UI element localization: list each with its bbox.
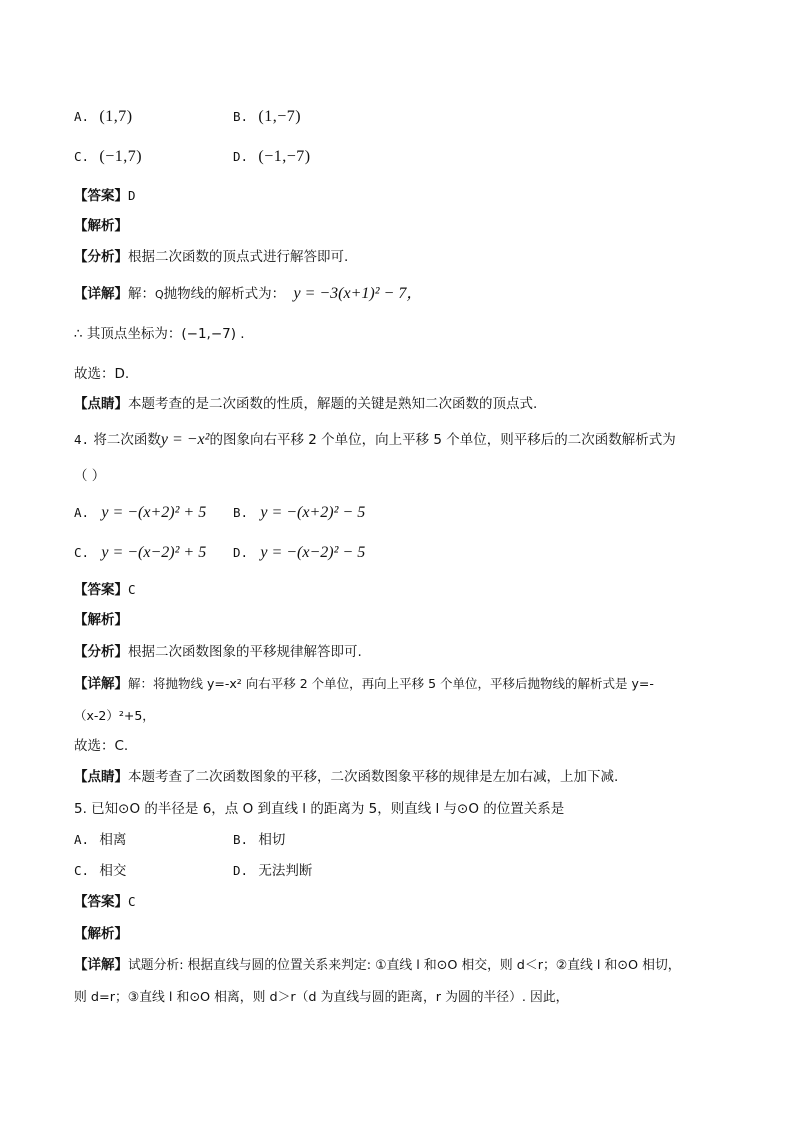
q5-option-b [233,829,285,851]
detail-formula: y = −3(x+1)² − 7， [293,285,423,302]
fenxi-tag: 【分析】 [74,249,128,265]
q4-option-a [74,502,206,524]
option-letter: B. [233,109,249,124]
q4-option-d [233,542,365,564]
q4-choose [74,736,128,756]
q5-option-d [233,860,312,882]
question-number: 4. [74,432,90,447]
stem-text: 5. 已知⊙O 的半径是 6，点 O 到直线 l 的距离为 5，则直线 l 与⊙O 的位置关系是 [74,801,565,817]
answer-tag: 【答案】 [74,188,128,204]
option-letter: A. [74,505,90,520]
q5-detail-line2 [74,987,568,1008]
option-letter: D. [233,149,249,164]
q3-fenxi [74,247,348,267]
q4-fenxi [74,642,362,662]
q3-therefore [74,324,245,344]
q4-option-b [233,502,365,524]
q3-choose [74,364,129,384]
q5-answer [74,892,136,912]
q3-comment [74,394,537,414]
detail-text: 则 d=r；③直线 l 和⊙O 相离，则 d＞r（d 为直线与圆的距离，r 为圆的半径）. 因此， [74,990,569,1005]
comment-tag: 【点睛】 [74,769,128,785]
answer-value: C [128,894,136,909]
answer-value: C [128,582,136,597]
q4-stem [74,430,676,450]
option-text: (1,7) [99,108,133,125]
fenxi-tag: 【分析】 [74,644,128,660]
q4-answer [74,580,136,600]
option-text: y = −(x+2)² − 5 [260,504,366,521]
detail-prefix: 解： [128,286,155,302]
q5-detail-line1 [74,955,681,976]
comment-text: 本题考查了二次函数图象的平移，二次函数图象平移的规律是左加右减，上加下减. [128,769,619,785]
option-text: (−1,7) [99,148,143,165]
option-text: 相离 [99,832,127,848]
option-letter: D. [233,545,249,560]
analysis-tag: 【解析】 [74,612,128,628]
stem-text: 将二次函数 [93,432,161,448]
detail-tag: 【详解】 [74,957,128,973]
q5-option-a [74,829,126,851]
option-text: (1,−7) [258,108,302,125]
fenxi-text: 根据二次函数图象的平移规律解答即可. [128,644,362,660]
option-letter: C. [74,863,90,878]
q4-comment [74,767,618,787]
q4-detail-line1 [74,674,654,694]
option-text: (−1,−7) [258,148,311,165]
comment-tag: 【点睛】 [74,396,128,412]
answer-value: D [128,188,136,203]
option-letter: C. [74,545,90,560]
q3-detail [74,284,422,305]
option-letter: B. [233,832,249,847]
because-symbol: Q [155,288,164,301]
option-text: 相交 [99,863,127,879]
q5-analysis-heading [74,924,128,944]
q4-paren [74,466,105,486]
q3-option-b [233,106,301,128]
q4-analysis-heading [74,610,128,630]
analysis-tag: 【解析】 [74,218,128,234]
option-text: 相切 [258,832,286,848]
q3-analysis-heading [74,216,128,236]
detail-text: 试题分析: 根据直线与圆的位置关系来判定: ①直线 l 和⊙O 相交，则 d＜r；②直线 l 和⊙O 相切， [128,958,681,973]
option-letter: A. [74,109,90,124]
option-letter: B. [233,505,249,520]
stem-formula: y = −x² [160,431,210,448]
therefore-text: ∴ 其顶点坐标为：(−1,−7) . [74,326,245,342]
answer-blank: （ ） [74,468,106,484]
detail-text: （x-2）²+5， [74,708,155,723]
q4-detail-line2 [74,706,155,726]
choose-text: 故选：D. [74,366,130,382]
fenxi-text: 根据二次函数的顶点式进行解答即可. [128,249,349,265]
option-text: y = −(x−2)² + 5 [101,544,207,561]
choose-text: 故选：C. [74,738,129,754]
option-letter: C. [74,149,90,164]
analysis-tag: 【解析】 [74,926,128,942]
q5-option-c [74,860,126,882]
option-text: y = −(x+2)² + 5 [101,504,207,521]
q4-option-c [74,542,206,564]
detail-text: 抛物线的解析式为： [163,286,286,302]
detail-text: 解：将抛物线 y=-x² 向右平移 2 个单位，再向上平移 5 个单位，平移后抛物线的解析式是 y=- [128,676,654,691]
stem-text: 的图象向右平移 2 个单位，向上平移 5 个单位，则平移后的二次函数解析式为 [209,432,676,448]
detail-tag: 【详解】 [74,286,128,302]
comment-text: 本题考查的是二次函数的性质，解题的关键是熟知二次函数的顶点式. [128,396,538,412]
q3-option-a [74,106,133,128]
option-text: y = −(x−2)² − 5 [260,544,366,561]
option-text: 无法判断 [258,863,313,879]
q3-option-d [233,146,311,168]
answer-tag: 【答案】 [74,582,128,598]
q3-option-c [74,146,142,168]
answer-tag: 【答案】 [74,894,128,910]
detail-tag: 【详解】 [74,676,128,692]
option-letter: D. [233,863,249,878]
q3-answer [74,186,136,206]
q5-stem [74,799,564,819]
option-letter: A. [74,832,90,847]
